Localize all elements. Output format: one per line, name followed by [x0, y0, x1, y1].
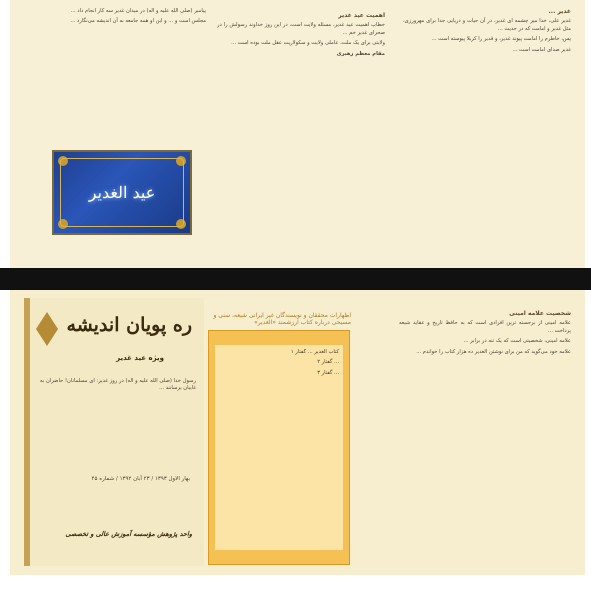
- cover-date: بهار الاول ۱۳۹۳ / ۲۳ آبان ۱۳۹۲ / شماره ۴۵: [91, 476, 190, 482]
- cover-body: [40, 378, 196, 473]
- calligraphy-frame: [60, 158, 184, 227]
- cover-publisher: واحد پژوهش مؤسسه آموزش عالی و تخصصی: [65, 530, 192, 538]
- top-spread: [10, 0, 585, 268]
- calligraphy-text: عید الغدیر: [88, 183, 156, 202]
- ghadir-calligraphy-artwork: [52, 150, 192, 235]
- bottom-right-column: [399, 310, 571, 565]
- paragraph: خطاب اهمیت عید غدیر، مسئله ولایت است، در این روز خداوند رسولش را در صحرای غدیر خم ...: [217, 22, 385, 36]
- quote-box-text: [219, 349, 339, 546]
- interview-heading: اظهارات محققان و نویسندگان غیر ایرانی شیعه، سنی و مسیحی درباره کتاب ارزشمند «الغدیر»: [213, 312, 351, 326]
- separator-band: [0, 268, 591, 290]
- paragraph: پس، خاطرم را امامت پیوند غدیر، و قدیر را کربلا پیوسته است ...: [431, 36, 571, 43]
- column-heading: غدیر ...: [548, 8, 571, 15]
- paragraph: غدیر علی، خدا میر چشمه ای غدیر، در آن حیات و دریایی جدا برای مهرورزی، مثل غدیر و امامت که در حدیث ...: [403, 18, 571, 32]
- cover-ornament-icon: [36, 312, 58, 346]
- paragraph: غدیر صدای امامت است ...: [512, 46, 571, 53]
- quote: کتاب الغدیر ... گفتار ۱: [290, 349, 339, 355]
- top-right-column: [403, 8, 571, 258]
- cover-title: ره پویان اندیشه: [66, 314, 192, 336]
- top-middle-column: [217, 12, 385, 257]
- signature: مقام معظم رهبری: [336, 50, 385, 57]
- paragraph: علامه امینی از برجسته ترین افرادی است که به حافظ تاریخ و عقاید شیعه پرداخت ...: [399, 320, 571, 334]
- magazine-cover: [24, 298, 204, 566]
- paragraph: ولایتی برای یک ملت، عاملی ولایت و سکولاریت عقل ملت بوده است ...: [231, 40, 385, 47]
- quote: ... گفتار ۲: [317, 359, 339, 366]
- cover-subtitle: ویژه عید غدیر: [116, 354, 164, 362]
- column-heading: اهمیت عید غدیر: [338, 12, 385, 19]
- paragraph: علامه خود می‌گوید که من برای نوشتن الغدیر ده هزار کتاب را خواندم ...: [416, 348, 571, 355]
- quote-box: [208, 330, 350, 565]
- quote: ... گفتار ۳: [317, 369, 339, 376]
- cover-body-text: رسول خدا (صلی الله علیه و آله) در روز غدیر: ای مسلمانان! حاضران به غایبان برسانند ...: [40, 378, 196, 392]
- paragraph: علامه امینی، شخصیتی است که یک تنه در برابر ...: [463, 338, 571, 345]
- paragraph: مجلس است و ... و این او همه جامعه به آن اندیشه می‌نگارد ...: [70, 18, 206, 25]
- column-heading: شخصیت علامه امینی: [509, 310, 571, 317]
- paragraph: پیامبر (صلی الله علیه و آله) در میدان غدیر سه کار انجام داد ...: [70, 8, 206, 14]
- quote-box-inner: [215, 345, 343, 550]
- top-left-column: [38, 8, 206, 138]
